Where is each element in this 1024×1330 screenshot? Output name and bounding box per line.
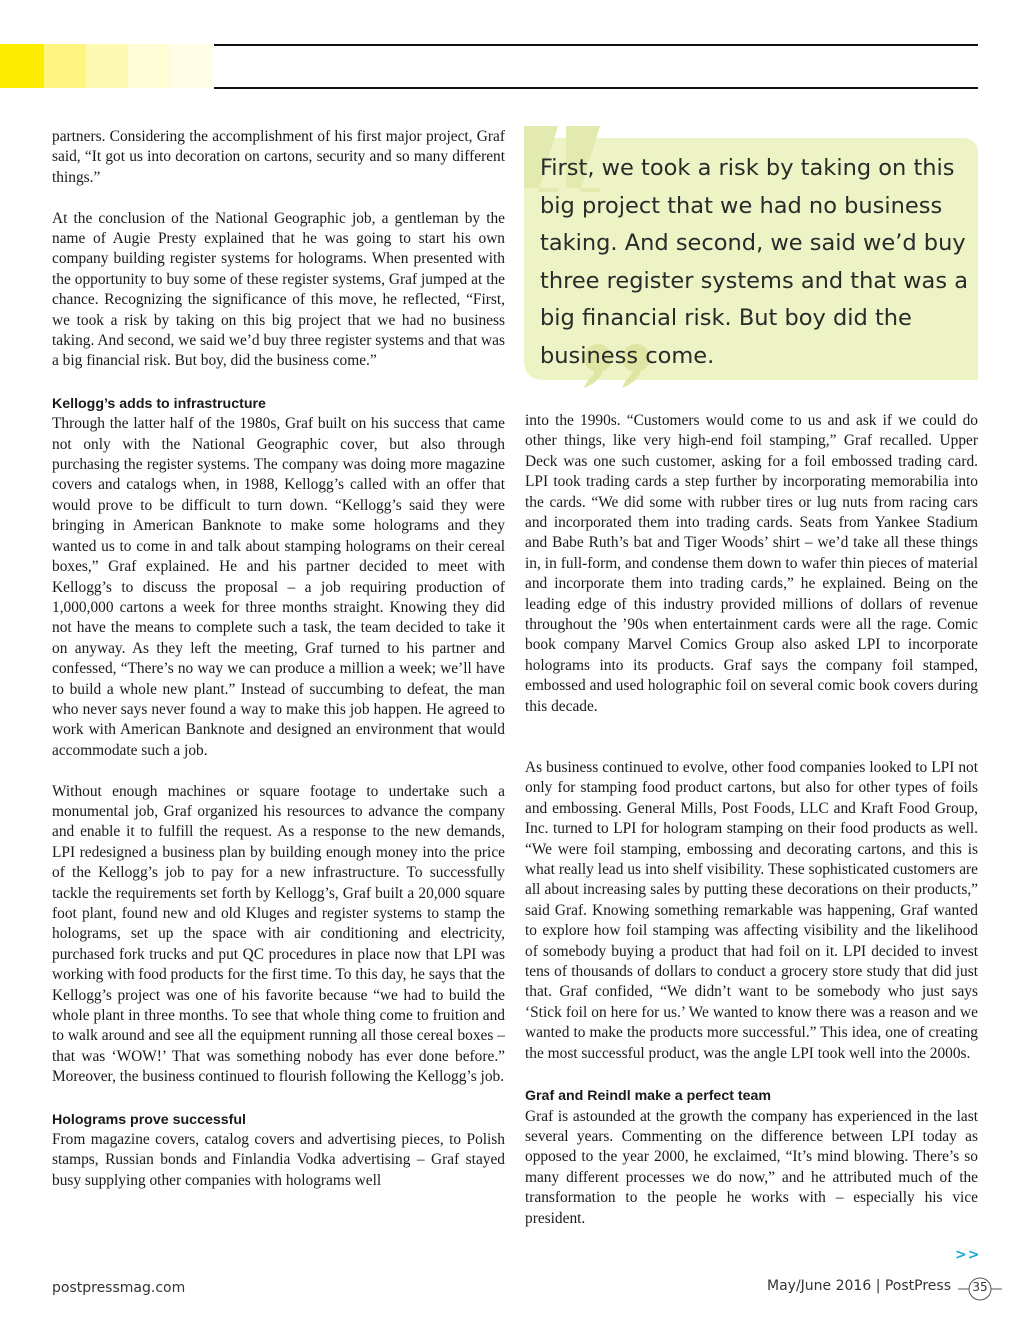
left-paragraph-5: From magazine covers, catalog covers and advertising pieces, to Polish stamps, Russian bonds and Finlandia Vodka advertising – Graf stayed busy supplying other companies with holograms well <box>52 1131 505 1189</box>
header-block-5 <box>170 44 212 88</box>
header-block-2 <box>44 44 86 88</box>
right-paragraph-3: Graf is astounded at the growth the company has experienced in the last several years. Commenting on the difference between LPI today as opposed to the year 2000, he exclaimed, “It’s mind blowing. There’s so many different processes we do now,” and he attributed much of the transformation to the people he works with – especially his vice president. <box>525 1107 978 1227</box>
header-block-1 <box>0 44 44 88</box>
left-column <box>52 127 505 1191</box>
right-column-top <box>525 411 978 717</box>
left-paragraph-2: At the conclusion of the National Geographic job, a gentleman by the name of Augie Presty explained that he was going to start his own company building register systems for holograms. When presented with the opportunity to buy some of these register systems, Graf jumped at the chance. Recognizing the significance of this move, he reflected, “First, we took a risk by taking on this big project that we had no business taking. And second, we said we’d buy three register systems and that was a big financial risk. But boy, did the business come.” <box>52 209 505 370</box>
page-number-badge <box>958 1276 1002 1302</box>
section-heading-graf-reindl: Graf and Reindl make a perfect team <box>525 1088 772 1105</box>
footer-website: postpressmag.com <box>52 1280 186 1296</box>
header-block-4 <box>128 44 170 88</box>
section-heading-holograms: Holograms prove successful <box>52 1111 246 1128</box>
right-paragraph-2: As business continued to evolve, other food companies looked to LPI not only for stamping food product cartons, but also for other types of foils and embossing. General Mills, Post Foods, LLC and Kraft Food Group, Inc. turned to LPI for hologram stamping on their food products as well. “We were foil stamping, embossing and decorating cartons, and this is what really lead us into shelf visibility. These sophisticated customers are all about increasing sales by putting these decorations on their products,” said Graf. Knowing something remarkable was happening, Graf wanted to explore how foil stamping was affecting visibility and the likelihood of somebody buying a product that had foil on it. LPI decided to invest tens of thousands of dollars to conduct a grocery store study that did just that. Graf confided, “We didn’t want to be somebody who just says ‘Stick foil on here for us.’ We wanted to know there was a reason and we wanted to make the products more successful.” This idea, one of creating the most successful product, was the angle LPI took well into the 2000s. <box>525 759 978 1062</box>
footer-issue: May/June 2016 | PostPress <box>767 1278 951 1294</box>
left-paragraph-1: partners. Considering the accomplishment of his first major project, Graf said, “It got us into decoration on cartons, security and so many different things.” <box>52 128 505 186</box>
pull-quote <box>500 118 980 398</box>
section-heading-kelloggs: Kellogg’s adds to infrastructure <box>52 395 266 412</box>
pull-quote-text: First, we took a risk by taking on this big project that we had no business taking. And second, we said we’d buy three register systems and that was a big financial risk. But boy did the business come. <box>540 155 968 369</box>
header-color-blocks <box>0 44 214 88</box>
left-paragraph-4: Without enough machines or square footage to undertake such a monumental job, Graf organized his resources to advance the company and enable it to fulfill the request. As a response to the new demands, LPI redesigned a business plan by building enough money into the price of the Kellogg’s job to pay for a new infrastructure. To successfully tackle the requirements set forth by Kellogg’s, Graf built a 20,000 square foot plant, found new and old Kluges and register systems to stamp the holograms, set up the space with air conditioning and electricity, purchased fork trucks and put QC procedures in place now that LPI was working with food products for the first time. To this day, he says that the Kellogg’s project was one of his favorite because “we had to build the whole plant in three months. To see that whole thing come to fruition and to walk around and see all the equipment running all those cereal boxes – that was ‘WOW!’ That was something nobody has ever done before.” Moreover, the business continued to flourish following the Kellogg’s job. <box>52 782 505 1086</box>
page-number: 35 <box>972 1280 988 1294</box>
header-block-3 <box>86 44 128 88</box>
left-paragraph-3: Through the latter half of the 1980s, Graf built on his success that came not only with the National Geographic cover, but also through purchasing the register systems. The company was doing more magazine covers and catalogs when, in 1988, Kellogg’s called with an offer that would prove to be difficult to turn down. “Kellogg’s said they were bringing in American Banknote to make some holograms and they wanted us to come in and talk about stamping holograms on their cereal boxes,” Graf explained. He and his partner decided to meet with Kellogg’s to discuss the proposal – a job requiring production of 1,000,000 cartons a week for three months straight. Knowing they did not have the means to complete such a task, the team decided to take it on anyway. As they left the meeting, Graf turned to his partner and confessed, “There’s no way we can produce a million a week; we’ll have to build a whole new plant.” Instead of succumbing to defeat, the man who never says never found a way to make this job happen. He agreed to work with American Banknote and designed an environment that would accommodate such a job. <box>52 415 505 759</box>
right-paragraph-1: into the 1990s. “Customers would come to us and ask if we could do other things, like very high-end foil stamping,” Graf recalled. Upper Deck was one such customer, asking for a foil embossed trading card. LPI took trading cards a step further by incorporating memorabilia into the cards. “We did some with rubber tires or lug nuts from racing cars and incorporated them into trading cards. Seats from Yankee Stadium and Babe Ruth’s bat and Tiger Woods’ shirt – we’d take all these things in, in full-form, and condense them down to wafer thin pieces of material and incorporate them into trading cards,” he explained. Being on the leading edge of this industry provided millions of dollars of revenue throughout the ’90s when entertainment cards were all the rage. Comic book company Marvel Comics Group also asked LPI to incorporate holograms into its products. Graf says the company foil stamped, embossed and used holographic foil on several comic book covers during this decade. <box>525 412 978 715</box>
header-rule-top <box>214 44 978 46</box>
continued-arrow-icon: >> <box>955 1247 981 1263</box>
right-column-bottom <box>525 758 978 1229</box>
header-rule-bottom <box>214 87 978 89</box>
